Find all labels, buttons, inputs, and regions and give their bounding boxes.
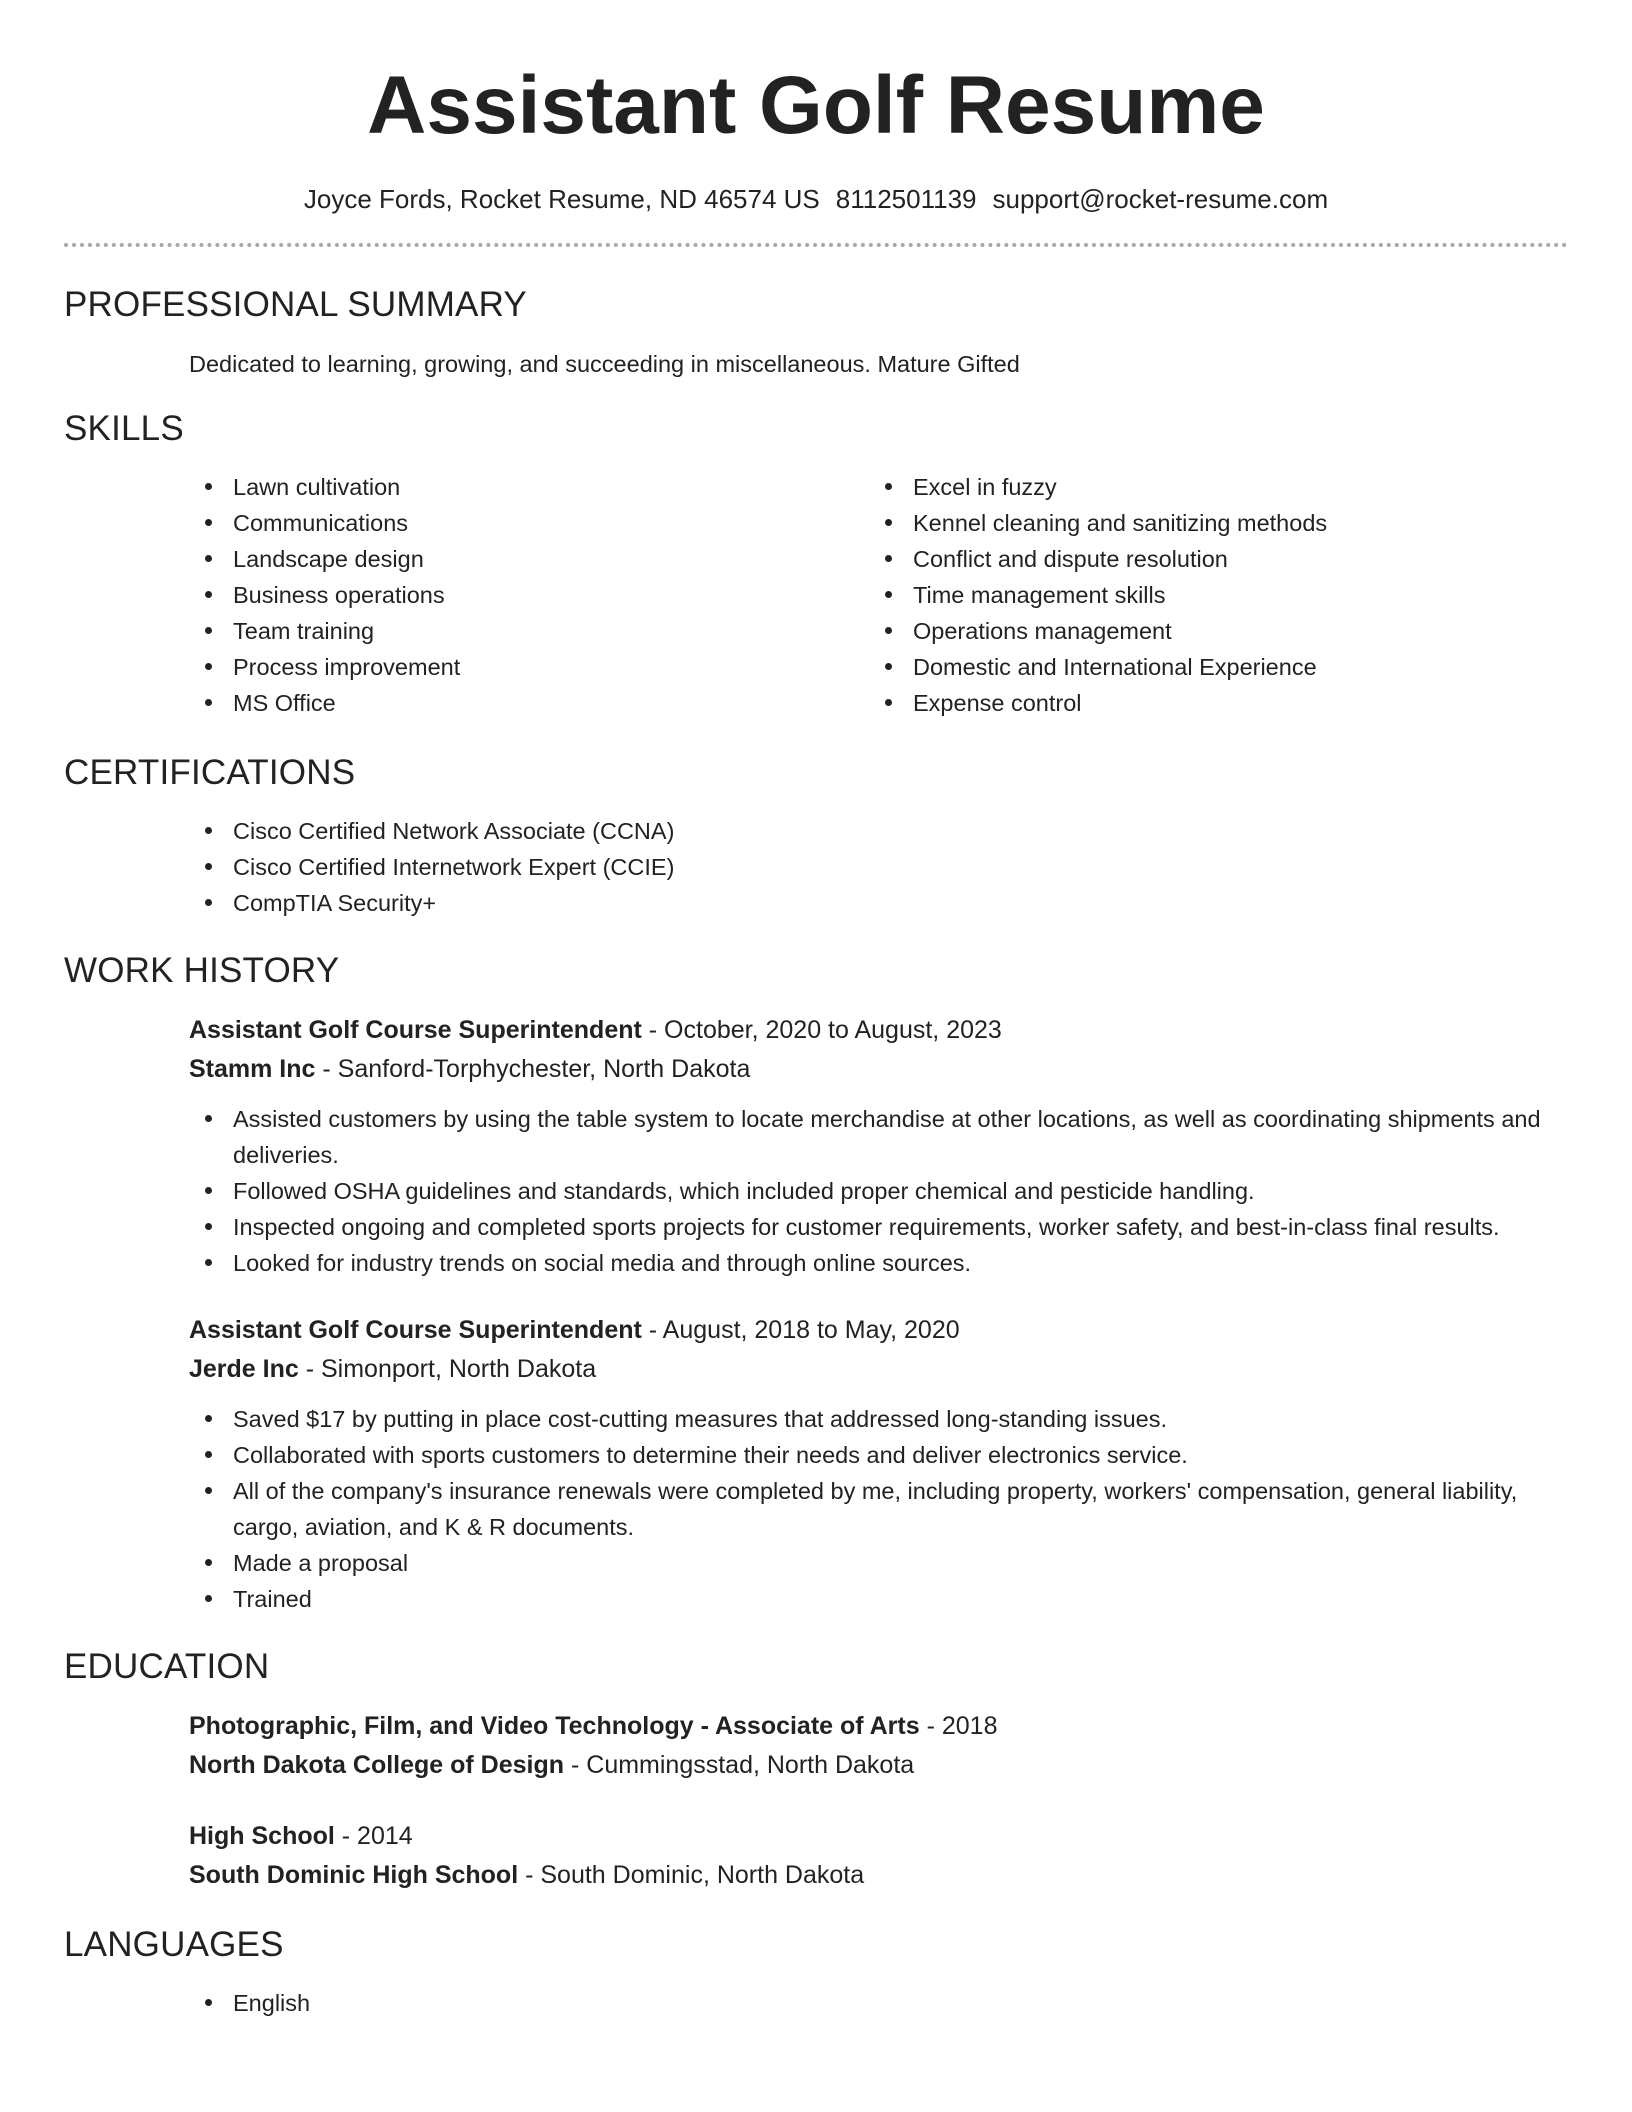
skills-section: [64, 407, 1568, 721]
job-bullet: Inspected ongoing and completed sports projects for customer requirements, worker safety, and best-in-class final results.: [189, 1209, 1568, 1245]
skill-item: Team training: [189, 613, 869, 649]
contact-phone: 8112501139: [835, 184, 977, 214]
education-location: - Cummingsstad, North Dakota: [564, 1751, 915, 1779]
job-bullet: Looked for industry trends on social media and through online sources.: [189, 1245, 1568, 1281]
job-bullet: All of the company's insurance renewals were completed by me, including property, workers' compensation, general liability, cargo, aviation, and K & R documents.: [189, 1473, 1568, 1545]
contact-email: support@rocket-resume.com: [992, 184, 1329, 214]
education-section: [64, 1645, 1568, 1895]
job-bullet: Collaborated with sports customers to determine their needs and deliver electronics service.: [189, 1437, 1568, 1473]
skill-item: MS Office: [189, 685, 869, 721]
contact-address: Joyce Fords, Rocket Resume, ND 46574 US: [303, 184, 820, 214]
job-location: - Sanford-Torphychester, North Dakota: [315, 1055, 751, 1083]
job-bullet: Trained: [189, 1581, 1568, 1617]
education-degree: High School: [189, 1822, 335, 1850]
languages-section: [64, 1923, 1568, 2021]
certification-item: CompTIA Security+: [189, 885, 1568, 921]
skill-item: Kennel cleaning and sanitizing methods: [869, 505, 1549, 541]
job-bullet: Followed OSHA guidelines and standards, which included proper chemical and pesticide handling.: [189, 1173, 1568, 1209]
summary-section: [64, 283, 1568, 379]
job-company-line: [189, 1050, 1568, 1089]
skill-item: Process improvement: [189, 649, 869, 685]
education-school: North Dakota College of Design: [189, 1751, 565, 1779]
job-bullet: Made a proposal: [189, 1545, 1568, 1581]
work-history-heading: WORK HISTORY: [64, 951, 340, 990]
skill-item: Expense control: [869, 685, 1549, 721]
skill-item: Time management skills: [869, 577, 1549, 613]
certifications-list: [189, 813, 1568, 921]
education-school: South Dominic High School: [189, 1861, 519, 1889]
job-bullet: Saved $17 by putting in place cost-cutting measures that addressed long-standing issues.: [189, 1401, 1568, 1437]
education-school-line: [189, 1746, 1568, 1785]
languages-heading: LANGUAGES: [64, 1925, 284, 1964]
education-entry: [189, 1707, 1568, 1785]
job-title: Assistant Golf Course Superintendent: [189, 1016, 642, 1044]
certification-item: Cisco Certified Internetwork Expert (CCIE): [189, 849, 1568, 885]
summary-heading: PROFESSIONAL SUMMARY: [64, 285, 527, 324]
job-company: Jerde Inc: [189, 1355, 299, 1383]
skill-item: Landscape design: [189, 541, 869, 577]
skills-left-list: [189, 469, 869, 721]
languages-list: [189, 1985, 1568, 2021]
certifications-heading: CERTIFICATIONS: [64, 753, 356, 792]
education-heading: EDUCATION: [64, 1647, 270, 1686]
job-dates: - August, 2018 to May, 2020: [641, 1316, 960, 1344]
skill-item: Domestic and International Experience: [869, 649, 1549, 685]
job-bullet: Assisted customers by using the table system to locate merchandise at other locations, as well as coordinating shipments and deliveries.: [189, 1101, 1568, 1173]
job-dates: - October, 2020 to August, 2023: [641, 1016, 1002, 1044]
skills-heading: SKILLS: [64, 409, 184, 448]
header-divider: [64, 243, 1568, 247]
skill-item: Business operations: [189, 577, 869, 613]
skills-columns: [189, 469, 1568, 721]
skill-item: Lawn cultivation: [189, 469, 869, 505]
skills-right-list: [869, 469, 1549, 721]
resume-title: Assistant Golf Resume: [367, 60, 1265, 151]
job-entry: [189, 1011, 1568, 1281]
job-company-line: [189, 1350, 1568, 1389]
summary-text: Dedicated to learning, growing, and succeeding in miscellaneous. Mature Gifted: [189, 351, 1020, 377]
education-degree: Photographic, Film, and Video Technology - Associate of Arts: [189, 1712, 920, 1740]
education-degree-line: [189, 1817, 1568, 1856]
language-item: English: [189, 1985, 1568, 2021]
education-entry: [189, 1817, 1568, 1895]
education-school-line: [189, 1856, 1568, 1895]
skill-item: Conflict and dispute resolution: [869, 541, 1549, 577]
skill-item: Operations management: [869, 613, 1549, 649]
education-location: - South Dominic, North Dakota: [518, 1861, 865, 1889]
job-bullets: [189, 1401, 1568, 1617]
education-year: - 2018: [919, 1712, 998, 1740]
work-history-section: [64, 949, 1568, 1617]
education-degree-line: [189, 1707, 1568, 1746]
certifications-section: [64, 751, 1568, 921]
job-title-line: [189, 1011, 1568, 1050]
job-location: - Simonport, North Dakota: [298, 1355, 597, 1383]
job-title-line: [189, 1311, 1568, 1350]
job-bullets: [189, 1101, 1568, 1281]
job-company: Stamm Inc: [189, 1055, 316, 1083]
education-year: - 2014: [334, 1822, 413, 1850]
job-title: Assistant Golf Course Superintendent: [189, 1316, 642, 1344]
job-entry: [189, 1311, 1568, 1617]
skill-item: Excel in fuzzy: [869, 469, 1549, 505]
certification-item: Cisco Certified Network Associate (CCNA): [189, 813, 1568, 849]
skill-item: Communications: [189, 505, 869, 541]
contact-line: [64, 182, 1568, 216]
